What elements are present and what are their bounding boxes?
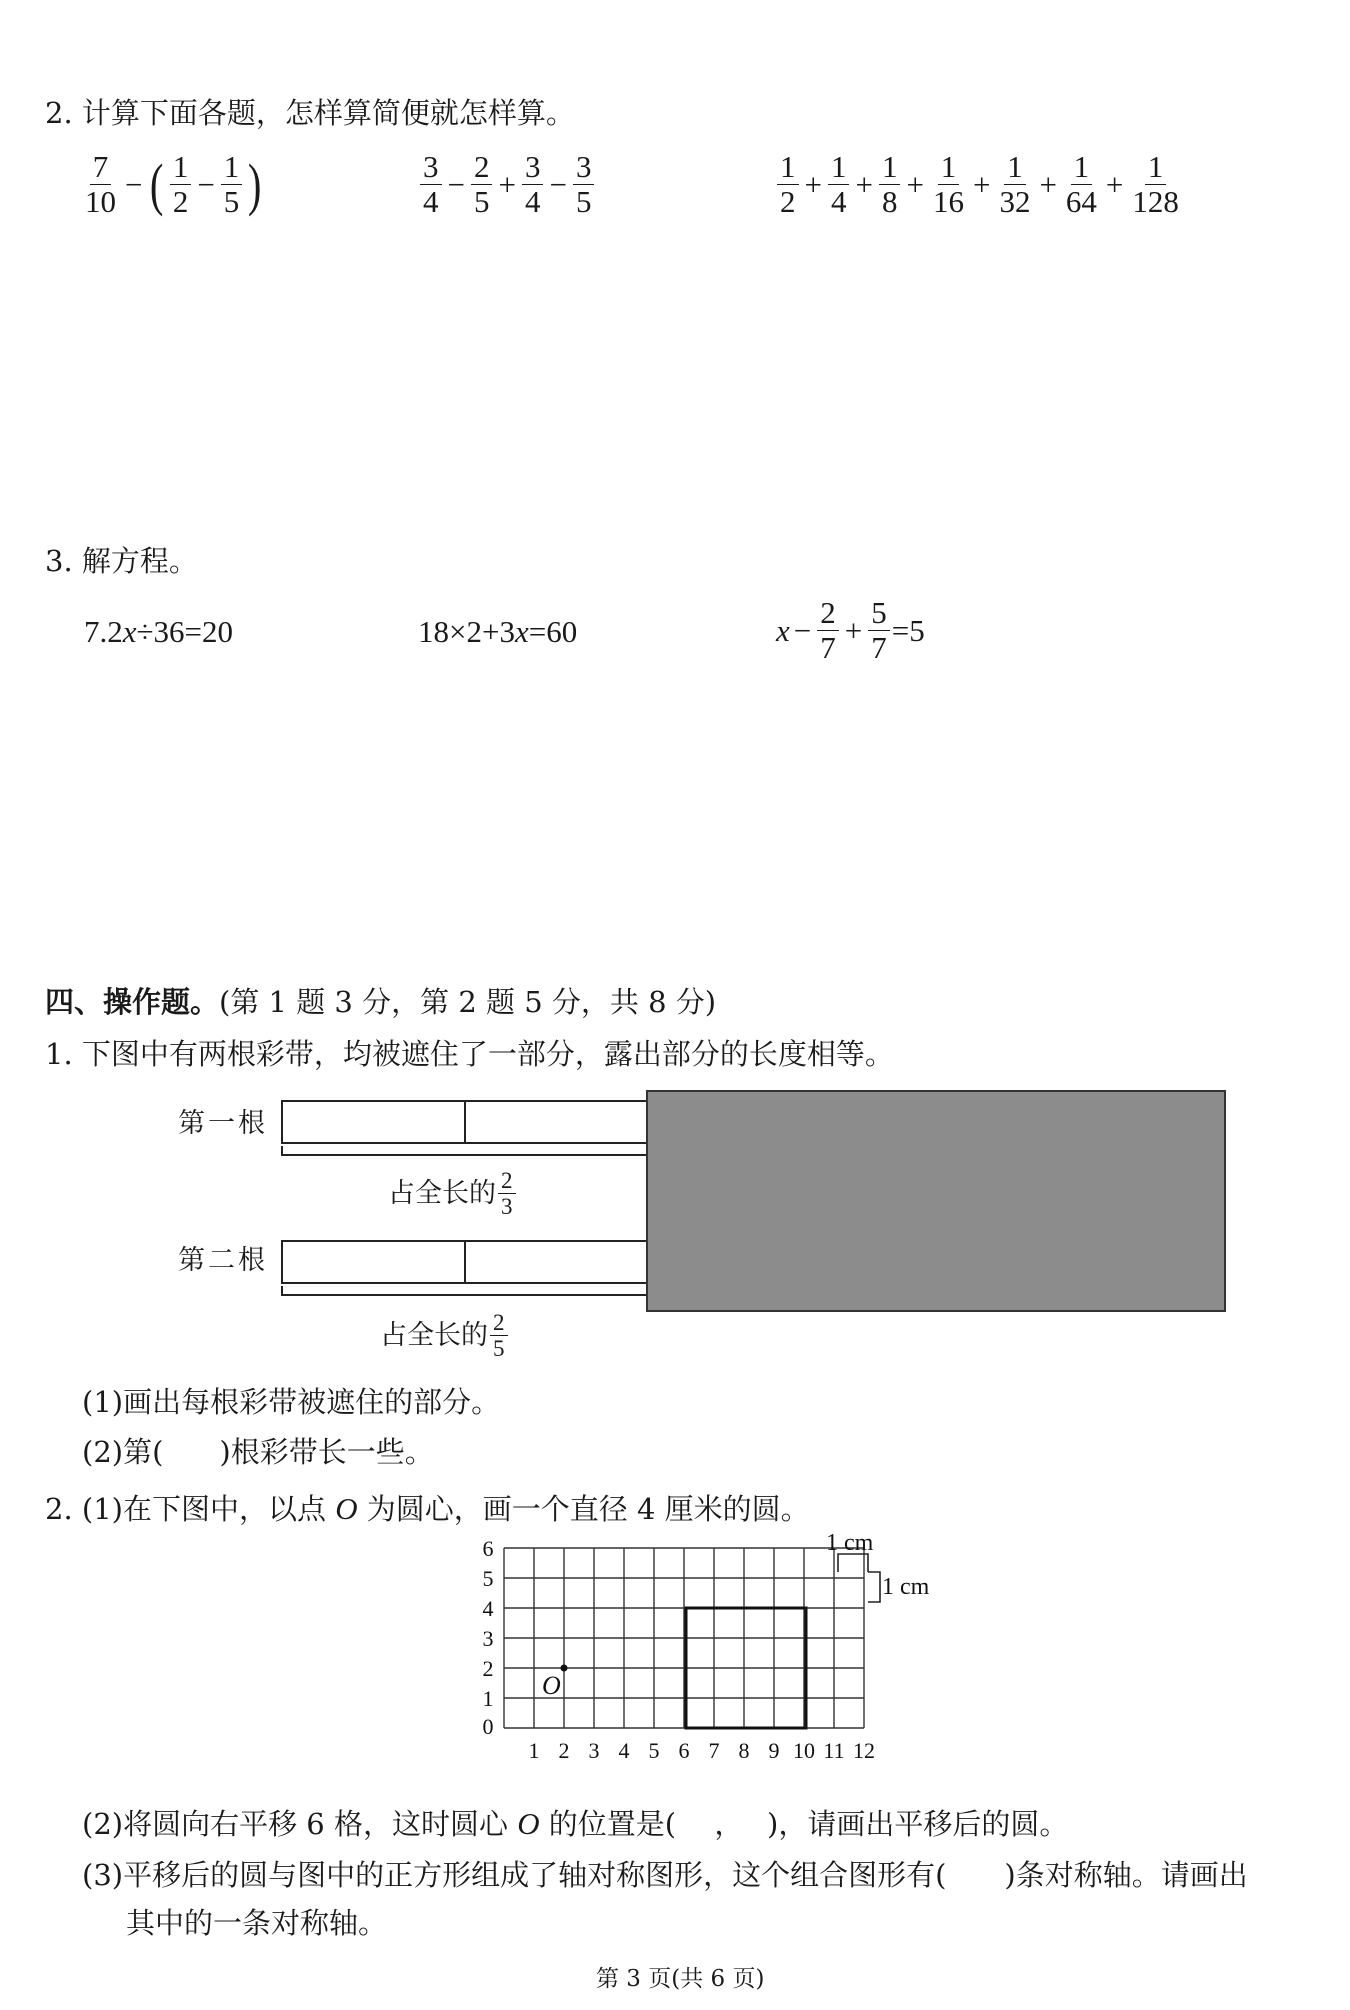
q3-title: 3. 解方程。 — [45, 544, 198, 578]
x-tick-label: 7 — [708, 1738, 720, 1763]
q2-expression-3: $\frac{1}{2}$ + $\frac{1}{4}$ + $\frac{1}{8}$ + $\frac{1}{16}$ + $\frac{1}{32}$ + $\frac{1}{64}$ + $\frac{1}{128}$ — [775, 150, 1184, 219]
x-axis-ticks — [483, 1714, 876, 1763]
fraction: $\frac{2}{3}$ — [498, 1168, 516, 1220]
fraction: $\frac{1}{128}$ — [1132, 149, 1179, 220]
second-ribbon-brace — [281, 1286, 649, 1296]
x-tick-label: 6 — [678, 1738, 690, 1763]
p1-sub1: (1)画出每根彩带被遮住的部分。 — [82, 1385, 501, 1419]
fraction: $\frac{1}{2}$ — [777, 150, 799, 219]
q2-expression-1: $\frac{7}{10}$ − ( $\frac{1}{2}$ − $\frac{1}{5}$ ) — [80, 150, 266, 219]
second-ribbon-label: 第二根 — [178, 1245, 268, 1276]
y-tick-label: 2 — [482, 1656, 494, 1681]
cover-block — [646, 1090, 1226, 1312]
x-tick-label: 4 — [618, 1738, 630, 1763]
y-tick-label: 3 — [482, 1626, 494, 1651]
fraction: $\frac{5}{7}$ — [868, 596, 890, 665]
first-ribbon-fraction-label: 占全长的 $\frac{2}{3}$ — [388, 1168, 518, 1220]
y-tick-label: 5 — [482, 1566, 494, 1591]
x-tick-label: 5 — [648, 1738, 660, 1763]
fraction: $\frac{2}{5}$ — [490, 1310, 508, 1362]
q3-equation-3: x − $\frac{2}{7}$ + $\frac{5}{7}$ =5 — [776, 595, 925, 666]
second-ribbon-fraction-label: 占全长的 $\frac{2}{5}$ — [380, 1310, 510, 1362]
point-o-label: O — [542, 1671, 561, 1700]
x-tick-label: 2 — [558, 1738, 570, 1763]
y-axis-ticks — [483, 1536, 494, 1711]
second-ribbon — [281, 1240, 649, 1284]
fraction: $\frac{3}{4}$ — [420, 150, 442, 219]
scale-width-label: 1 cm — [826, 1530, 874, 1556]
p1-title: 1. 下图中有两根彩带，均被遮住了一部分，露出部分的长度相等。 — [45, 1037, 894, 1071]
x-tick-label: 3 — [588, 1738, 600, 1763]
fraction: $\frac{2}{7}$ — [817, 596, 839, 665]
scale-height-label: 1 cm — [882, 1574, 930, 1600]
q3-equation-2: 18×2+3x=60 — [418, 614, 578, 649]
fraction: $\frac{1}{8}$ — [879, 150, 901, 219]
p1-sub2: (2)第( )根彩带长一些。 — [82, 1435, 434, 1469]
grid-diagram — [470, 1530, 930, 1790]
y-tick-label: 4 — [482, 1596, 494, 1621]
fraction: $\frac{1}{2}$ — [170, 150, 192, 219]
scale-height-bracket — [868, 1572, 880, 1602]
x-tick-label: 11 — [823, 1738, 845, 1763]
first-ribbon — [281, 1100, 649, 1144]
fraction: $\frac{2}{5}$ — [471, 150, 493, 219]
page-footer: 第 3 页(共 6 页) — [596, 1966, 765, 1992]
x-tick-label: 10 — [793, 1738, 815, 1763]
fraction: $\frac{1}{16}$ — [932, 149, 964, 220]
p2-sub1: 2. (1)在下图中，以点 O 为圆心，画一个直径 4 厘米的圆。 — [45, 1491, 810, 1526]
q2-expression-2: $\frac{3}{4}$ − $\frac{2}{5}$ + $\frac{3}{4}$ − $\frac{3}{5}$ — [418, 150, 596, 219]
x-tick-label: 12 — [853, 1738, 875, 1763]
y-tick-label: 6 — [482, 1536, 494, 1561]
p2-sub3-line2: 其中的一条对称轴。 — [126, 1906, 388, 1940]
fraction: $\frac{3}{4}$ — [522, 150, 544, 219]
p2-sub3-line1: (3)平移后的圆与图中的正方形组成了轴对称图形，这个组合图形有( )条对称轴。请画出 — [82, 1858, 1248, 1892]
first-ribbon-label: 第一根 — [178, 1108, 268, 1139]
x-tick-label: 1 — [528, 1738, 540, 1763]
first-ribbon-brace — [281, 1146, 649, 1156]
y-tick-label: 1 — [482, 1686, 494, 1711]
fraction: $\frac{1}{4}$ — [828, 150, 850, 219]
q3-equation-1: 7.2x÷36=20 — [84, 614, 234, 649]
p2-sub2: (2)将圆向右平移 6 格，这时圆心 O 的位置是( ， )，请画出平移后的圆。 — [82, 1806, 1069, 1841]
fraction: $\frac{3}{5}$ — [573, 150, 595, 219]
section-4-heading: 四、操作题。(第 1 题 3 分，第 2 题 5 分，共 8 分) — [45, 985, 717, 1019]
q2-title: 2. 计算下面各题，怎样算简便就怎样算。 — [45, 96, 575, 130]
fraction: $\frac{7}{10}$ — [85, 149, 116, 220]
fraction: $\frac{1}{64}$ — [1065, 149, 1097, 220]
x-tick-label: 8 — [738, 1738, 750, 1763]
point-o — [561, 1665, 568, 1672]
fraction: $\frac{1}{32}$ — [999, 149, 1031, 220]
x-tick-label: 0 — [482, 1714, 494, 1739]
fraction: $\frac{1}{5}$ — [221, 150, 243, 219]
x-tick-label: 9 — [768, 1738, 780, 1763]
grid-lines — [504, 1548, 864, 1728]
